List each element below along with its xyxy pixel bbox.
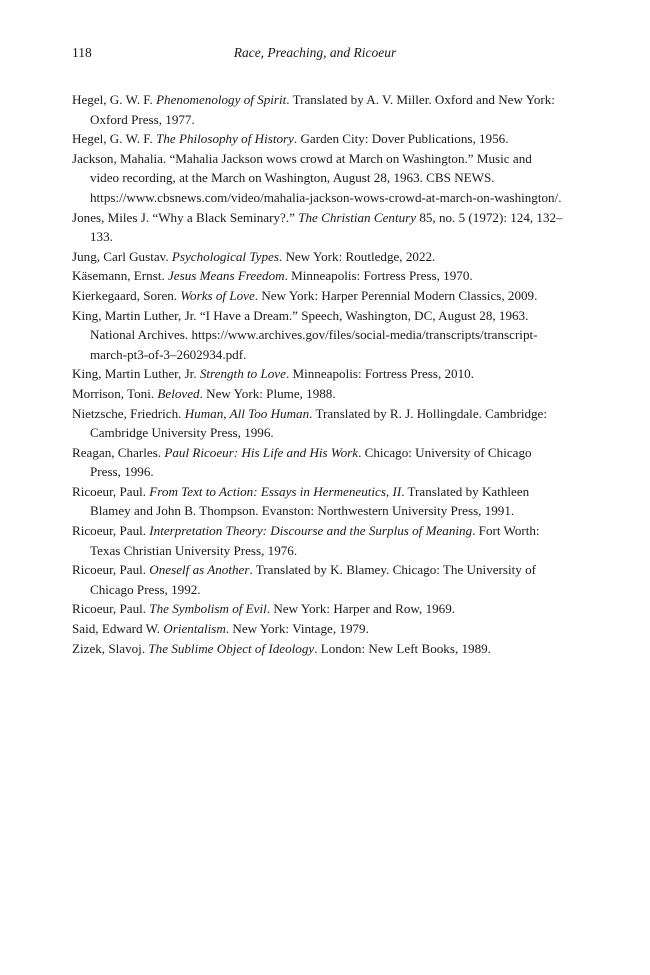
entry-text: Zizek, Slavoj.	[72, 640, 149, 656]
bibliography-entry	[72, 384, 564, 404]
entry-text: . Translated by R. J. Hollingdale. Cambridge: Cambridge University Press, 1996.	[90, 405, 547, 441]
entry-title: Orientalism	[163, 621, 226, 637]
bibliography-entry	[72, 560, 564, 599]
entry-title: The Symbolism of Evil	[149, 601, 267, 617]
page-number: 118	[72, 45, 92, 60]
entry-text: . Fort Worth: Texas Christian University Press, 1976.	[90, 523, 540, 558]
bibliography-entry	[72, 482, 564, 521]
bibliography-entry	[72, 639, 564, 659]
entry-title: Jesus Means Freedom	[168, 268, 285, 284]
entry-text: . Garden City: Dover Publications, 1956.	[293, 131, 509, 147]
entry-text: Jones, Miles J. “Why a Black Seminary?.”	[72, 209, 299, 225]
bibliography-entry	[72, 266, 564, 286]
bibliography-entry	[72, 208, 564, 247]
entry-text: Ricoeur, Paul.	[72, 601, 150, 617]
entry-text: . Translated by K. Blamey. Chicago: The University of Chicago Press, 1992.	[90, 562, 537, 597]
entry-text: . Minneapolis: Fortress Press, 2010.	[285, 366, 474, 382]
entry-text: . Translated by Kathleen Blamey and John B. Thompson. Evanston: Northwestern University Press, 1991.	[90, 483, 530, 519]
entry-text: Kierkegaard, Soren.	[72, 287, 181, 303]
entry-text: . New York: Routledge, 2022.	[278, 248, 436, 264]
entry-title: Oneself as Another	[149, 562, 250, 578]
entry-title: The Christian Century	[298, 209, 417, 225]
entry-title: Works of Love	[180, 287, 255, 303]
bibliography-entry	[72, 443, 564, 482]
bibliography-entry	[72, 247, 564, 267]
bibliography-entry	[72, 90, 564, 129]
entry-text: Hegel, G. W. F.	[72, 131, 157, 147]
entry-title: The Sublime Object of Ideology	[148, 640, 315, 656]
entry-text: Jung, Carl Gustav.	[72, 248, 172, 264]
running-title: Race, Preaching, and Ricoeur	[233, 45, 397, 60]
bibliography-list	[72, 90, 564, 658]
entry-text: 85, no. 5 (1972): 124, 132–133.	[90, 209, 563, 245]
page-header	[72, 45, 558, 65]
entry-title: From Text to Action: Essays in Hermeneutics, II	[149, 483, 402, 499]
entry-text: Käsemann, Ernst.	[72, 268, 168, 284]
entry-text: Reagan, Charles.	[72, 444, 165, 460]
bibliography-entry	[72, 129, 564, 149]
bibliography-entry	[72, 286, 564, 306]
entry-title: Paul Ricoeur: His Life and His Work	[164, 444, 359, 460]
entry-text: Jackson, Mahalia. “Mahalia Jackson wows crowd at March on Washington.” Music and video recording, at the March on Washington, August 28, 1963. CBS NEWS. https://www.cbsnews.com/video/mahalia-jackson-wows-crowd-at-march-on-washington/.	[72, 150, 562, 205]
bibliography-entry	[72, 149, 564, 208]
entry-title: The Philosophy of History	[156, 131, 294, 147]
bibliography-entry	[72, 306, 564, 365]
entry-text: . New York: Vintage, 1979.	[225, 621, 369, 637]
entry-text: Hegel, G. W. F.	[72, 92, 157, 107]
entry-title: Strength to Love	[199, 366, 286, 382]
entry-title: Interpretation Theory: Discourse and the Surplus of Meaning	[149, 523, 473, 539]
bibliography-entry	[72, 364, 564, 384]
entry-text: . New York: Harper and Row, 1969.	[266, 601, 456, 617]
entry-text: Nietzsche, Friedrich.	[72, 405, 185, 421]
entry-text: . New York: Plume, 1988.	[199, 385, 336, 401]
entry-title: Psychological Types	[171, 248, 279, 264]
entry-text: Ricoeur, Paul.	[72, 523, 150, 539]
entry-text: . London: New Left Books, 1989.	[314, 640, 491, 656]
entry-text: . Chicago: University of Chicago Press, 1996.	[90, 444, 532, 480]
entry-text: Ricoeur, Paul.	[72, 562, 150, 578]
bibliography-entry	[72, 599, 564, 619]
entry-text: . Minneapolis: Fortress Press, 1970.	[284, 268, 473, 284]
entry-text: King, Martin Luther, Jr.	[72, 366, 200, 382]
entry-title: Phenomenology of Spirit	[156, 92, 287, 107]
entry-text: Ricoeur, Paul.	[72, 483, 150, 499]
entry-text: Said, Edward W.	[72, 621, 164, 637]
bibliography-entry	[72, 404, 564, 443]
bibliography-entry	[72, 619, 564, 639]
entry-text: . New York: Harper Perennial Modern Classics, 2009.	[254, 287, 538, 303]
bibliography-entry	[72, 521, 564, 560]
entry-text: Morrison, Toni.	[72, 385, 158, 401]
entry-text: King, Martin Luther, Jr. “I Have a Dream.” Speech, Washington, DC, August 28, 1963. National Archives. https://www.archives.gov/files/social-media/transcripts/transcript-march-pt3-of-3–2602934.pdf.	[72, 307, 538, 362]
entry-title: Beloved	[157, 385, 200, 401]
entry-title: Human, All Too Human	[184, 405, 310, 421]
entry-text: . Translated by A. V. Miller. Oxford and New York: Oxford Press, 1977.	[90, 92, 555, 127]
